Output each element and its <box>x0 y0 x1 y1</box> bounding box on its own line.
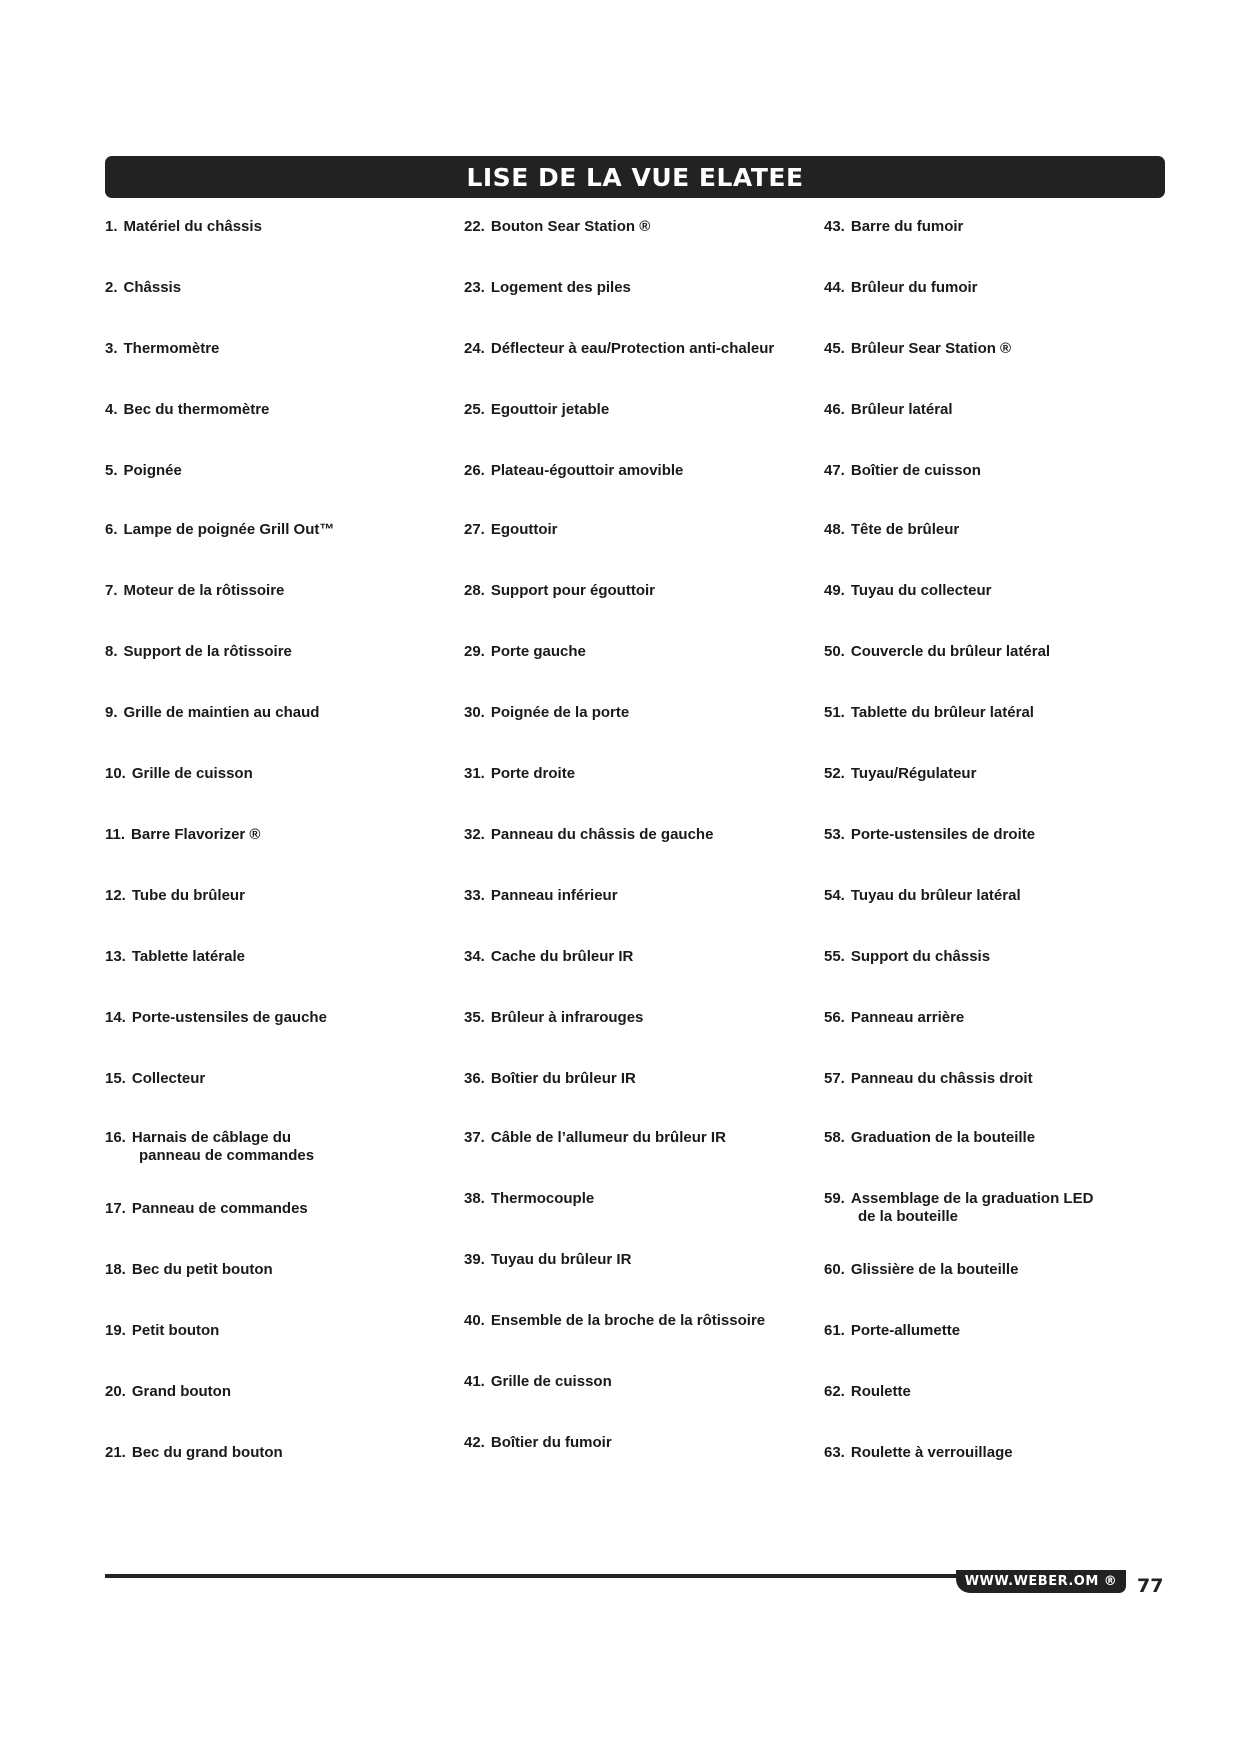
item-number: 39. <box>464 1251 485 1268</box>
item-label: Poignée de la porte <box>490 704 630 721</box>
parts-list-item <box>464 887 618 905</box>
parts-list-item <box>105 521 334 539</box>
item-label: Câble de l’allumeur du brûleur IR <box>490 1129 726 1146</box>
item-number: 27. <box>464 521 485 538</box>
item-number: 1. <box>105 218 118 235</box>
item-number: 59. <box>824 1190 845 1207</box>
parts-list-item <box>824 1129 1035 1147</box>
parts-list-item <box>464 1190 594 1208</box>
parts-list-item <box>105 1200 308 1218</box>
item-label: Tuyau du brûleur IR <box>490 1251 632 1268</box>
item-number: 18. <box>105 1261 126 1278</box>
item-number: 16. <box>105 1129 126 1146</box>
item-number: 17. <box>105 1200 126 1217</box>
item-number: 30. <box>464 704 485 721</box>
parts-list-item <box>824 582 991 600</box>
parts-list-item <box>464 1373 612 1391</box>
item-number: 49. <box>824 582 845 599</box>
item-number: 28. <box>464 582 485 599</box>
parts-list-item <box>105 340 219 358</box>
item-label: Porte gauche <box>490 643 586 660</box>
page-number: 77 <box>1137 1575 1164 1597</box>
item-label: Graduation de la bouteille <box>850 1129 1036 1146</box>
item-number: 58. <box>824 1129 845 1146</box>
item-label: Moteur de la rôtissoire <box>123 582 285 599</box>
parts-list-item <box>824 1383 911 1401</box>
footer-website: WWW.WEBER.OM ® <box>964 1574 1118 1589</box>
parts-list-item <box>105 1009 327 1027</box>
parts-list-item <box>824 521 959 539</box>
parts-list-item <box>464 401 609 419</box>
item-number: 23. <box>464 279 485 296</box>
item-label: Plateau-égouttoir amovible <box>490 462 684 479</box>
item-number: 42. <box>464 1434 485 1451</box>
parts-list-item <box>824 765 976 783</box>
item-label-continued: de la bouteille <box>858 1208 959 1225</box>
parts-list-item <box>824 340 1011 358</box>
parts-list-item <box>105 765 253 783</box>
item-label: Poignée <box>123 462 182 479</box>
item-number: 31. <box>464 765 485 782</box>
item-label: Bouton Sear Station ® <box>490 218 651 235</box>
item-number: 29. <box>464 643 485 660</box>
item-number: 36. <box>464 1070 485 1087</box>
parts-list-item <box>464 643 586 661</box>
item-label: Support du châssis <box>850 948 991 965</box>
parts-list-item <box>105 582 284 600</box>
item-label: Déflecteur à eau/Protection anti-chaleur <box>490 340 775 357</box>
parts-list-item <box>105 279 181 297</box>
parts-list-item <box>464 1251 631 1269</box>
parts-list-item <box>105 1444 283 1462</box>
item-label: Panneau de commandes <box>131 1200 308 1217</box>
footer-website-badge <box>956 1570 1126 1593</box>
item-number: 24. <box>464 340 485 357</box>
parts-list-item <box>105 826 260 844</box>
page-title: LISE DE LA VUE ELATEE <box>466 162 804 192</box>
parts-list-item <box>105 1322 219 1340</box>
item-number: 61. <box>824 1322 845 1339</box>
item-label: Brûleur Sear Station ® <box>850 340 1012 357</box>
item-label: Brûleur du fumoir <box>850 279 978 296</box>
item-number: 8. <box>105 643 118 660</box>
parts-list-item <box>464 462 683 480</box>
item-number: 37. <box>464 1129 485 1146</box>
item-number: 9. <box>105 704 118 721</box>
parts-list-item <box>824 1009 964 1027</box>
item-number: 20. <box>105 1383 126 1400</box>
parts-list-item <box>105 704 319 722</box>
item-label: Porte-allumette <box>850 1322 961 1339</box>
item-label: Bec du petit bouton <box>131 1261 273 1278</box>
item-label: Boîtier de cuisson <box>850 462 981 479</box>
item-number: 47. <box>824 462 845 479</box>
item-number: 6. <box>105 521 118 538</box>
item-number: 62. <box>824 1383 845 1400</box>
item-number: 11. <box>105 826 126 843</box>
item-label: Matériel du châssis <box>123 218 262 235</box>
item-number: 63. <box>824 1444 845 1461</box>
item-number: 54. <box>824 887 845 904</box>
item-label: Panneau arrière <box>850 1009 965 1026</box>
item-number: 45. <box>824 340 845 357</box>
parts-list-item <box>464 765 575 783</box>
item-label: Ensemble de la broche de la rôtissoire <box>490 1312 766 1329</box>
item-label: Support de la rôtissoire <box>123 643 292 660</box>
parts-list-item <box>105 887 245 905</box>
item-label: Panneau inférieur <box>490 887 618 904</box>
item-number: 53. <box>824 826 845 843</box>
item-number: 35. <box>464 1009 485 1026</box>
item-number: 5. <box>105 462 118 479</box>
parts-list-item <box>464 1009 643 1027</box>
item-label: Boîtier du fumoir <box>490 1434 612 1451</box>
parts-list-item <box>464 582 655 600</box>
item-label: Grille de cuisson <box>131 765 253 782</box>
item-number: 15. <box>105 1070 126 1087</box>
parts-list-item <box>824 704 1034 722</box>
item-label: Thermocouple <box>490 1190 595 1207</box>
parts-list-item <box>105 1261 273 1279</box>
parts-list-item <box>824 462 981 480</box>
item-number: 19. <box>105 1322 126 1339</box>
item-label: Châssis <box>123 279 182 296</box>
parts-list-item <box>464 218 650 236</box>
item-label: Boîtier du brûleur IR <box>490 1070 636 1087</box>
item-label: Tablette du brûleur latéral <box>850 704 1034 721</box>
item-number: 43. <box>824 218 845 235</box>
item-label: Logement des piles <box>490 279 631 296</box>
item-number: 32. <box>464 826 485 843</box>
item-label: Grille de cuisson <box>490 1373 612 1390</box>
parts-list-item <box>464 704 629 722</box>
item-label: Bec du grand bouton <box>131 1444 283 1461</box>
item-number: 60. <box>824 1261 845 1278</box>
parts-list-item <box>824 826 1035 844</box>
item-label: Couvercle du brûleur latéral <box>850 643 1051 660</box>
item-number: 10. <box>105 765 126 782</box>
parts-list-item <box>105 218 262 236</box>
parts-list-item <box>824 1444 1013 1462</box>
item-number: 3. <box>105 340 118 357</box>
item-number: 41. <box>464 1373 485 1390</box>
parts-list-item <box>824 1070 1033 1088</box>
item-label: Lampe de poignée Grill Out™ <box>123 521 335 538</box>
item-label-continued: panneau de commandes <box>139 1147 315 1164</box>
parts-list-item <box>824 218 963 236</box>
item-label: Egouttoir <box>490 521 558 538</box>
parts-list-item <box>464 948 633 966</box>
item-label: Tuyau du brûleur latéral <box>850 887 1021 904</box>
item-label: Tuyau/Régulateur <box>850 765 977 782</box>
parts-list-item <box>824 279 978 297</box>
parts-list-item <box>824 643 1050 661</box>
item-number: 51. <box>824 704 845 721</box>
parts-list-item <box>464 521 558 539</box>
item-label: Panneau du châssis de gauche <box>490 826 714 843</box>
parts-list-item <box>824 1322 960 1340</box>
item-number: 22. <box>464 218 485 235</box>
item-number: 40. <box>464 1312 485 1329</box>
parts-list-item <box>105 1070 205 1088</box>
item-label: Barre du fumoir <box>850 218 964 235</box>
item-label: Petit bouton <box>131 1322 220 1339</box>
item-label: Tête de brûleur <box>850 521 960 538</box>
item-label: Panneau du châssis droit <box>850 1070 1033 1087</box>
item-number: 21. <box>105 1444 126 1461</box>
parts-list-item <box>105 1383 231 1401</box>
parts-list-item <box>824 1190 1093 1226</box>
item-label: Glissière de la bouteille <box>850 1261 1019 1278</box>
item-number: 12. <box>105 887 126 904</box>
item-label: Thermomètre <box>123 340 220 357</box>
parts-list-item <box>464 826 713 844</box>
item-label: Tube du brûleur <box>131 887 245 904</box>
item-label: Roulette <box>850 1383 911 1400</box>
item-number: 26. <box>464 462 485 479</box>
parts-list-item <box>824 401 953 419</box>
parts-list-item <box>105 948 245 966</box>
parts-list-item <box>464 1434 612 1452</box>
item-number: 48. <box>824 521 845 538</box>
parts-list-item <box>464 1129 726 1147</box>
item-number: 50. <box>824 643 845 660</box>
parts-list-item <box>464 279 631 297</box>
item-label: Barre Flavorizer ® <box>131 826 261 843</box>
item-label: Collecteur <box>131 1070 206 1087</box>
parts-list-item <box>464 340 774 358</box>
item-number: 57. <box>824 1070 845 1087</box>
item-label: Porte-ustensiles de droite <box>850 826 1036 843</box>
item-label: Bec du thermomètre <box>123 401 270 418</box>
item-label: Cache du brûleur IR <box>490 948 634 965</box>
item-label: Porte-ustensiles de gauche <box>131 1009 327 1026</box>
item-label: Brûleur à infrarouges <box>490 1009 644 1026</box>
item-label: Roulette à verrouillage <box>850 1444 1013 1461</box>
item-label: Egouttoir jetable <box>490 401 610 418</box>
item-number: 56. <box>824 1009 845 1026</box>
item-label: Tablette latérale <box>131 948 245 965</box>
item-number: 34. <box>464 948 485 965</box>
item-number: 25. <box>464 401 485 418</box>
item-number: 44. <box>824 279 845 296</box>
item-label: Grand bouton <box>131 1383 232 1400</box>
item-label: Assemblage de la graduation LED <box>850 1190 1094 1207</box>
item-label: Tuyau du collecteur <box>850 582 992 599</box>
item-number: 14. <box>105 1009 126 1026</box>
item-number: 13. <box>105 948 126 965</box>
parts-list-item <box>105 462 182 480</box>
item-number: 33. <box>464 887 485 904</box>
item-label: Harnais de câblage du <box>131 1129 292 1146</box>
item-number: 7. <box>105 582 118 599</box>
parts-list-item <box>464 1312 765 1330</box>
section-title-bar <box>105 156 1165 198</box>
item-number: 52. <box>824 765 845 782</box>
item-number: 2. <box>105 279 118 296</box>
item-label: Grille de maintien au chaud <box>123 704 320 721</box>
item-number: 4. <box>105 401 118 418</box>
parts-list-item <box>824 887 1021 905</box>
item-label: Brûleur latéral <box>850 401 953 418</box>
parts-list-item <box>105 401 269 419</box>
parts-list-item <box>464 1070 636 1088</box>
parts-list-item <box>105 1129 314 1165</box>
parts-list-item <box>824 948 990 966</box>
item-number: 38. <box>464 1190 485 1207</box>
item-label: Support pour égouttoir <box>490 582 655 599</box>
item-number: 55. <box>824 948 845 965</box>
parts-list-item <box>824 1261 1018 1279</box>
parts-list-item <box>105 643 292 661</box>
item-number: 46. <box>824 401 845 418</box>
item-label: Porte droite <box>490 765 576 782</box>
